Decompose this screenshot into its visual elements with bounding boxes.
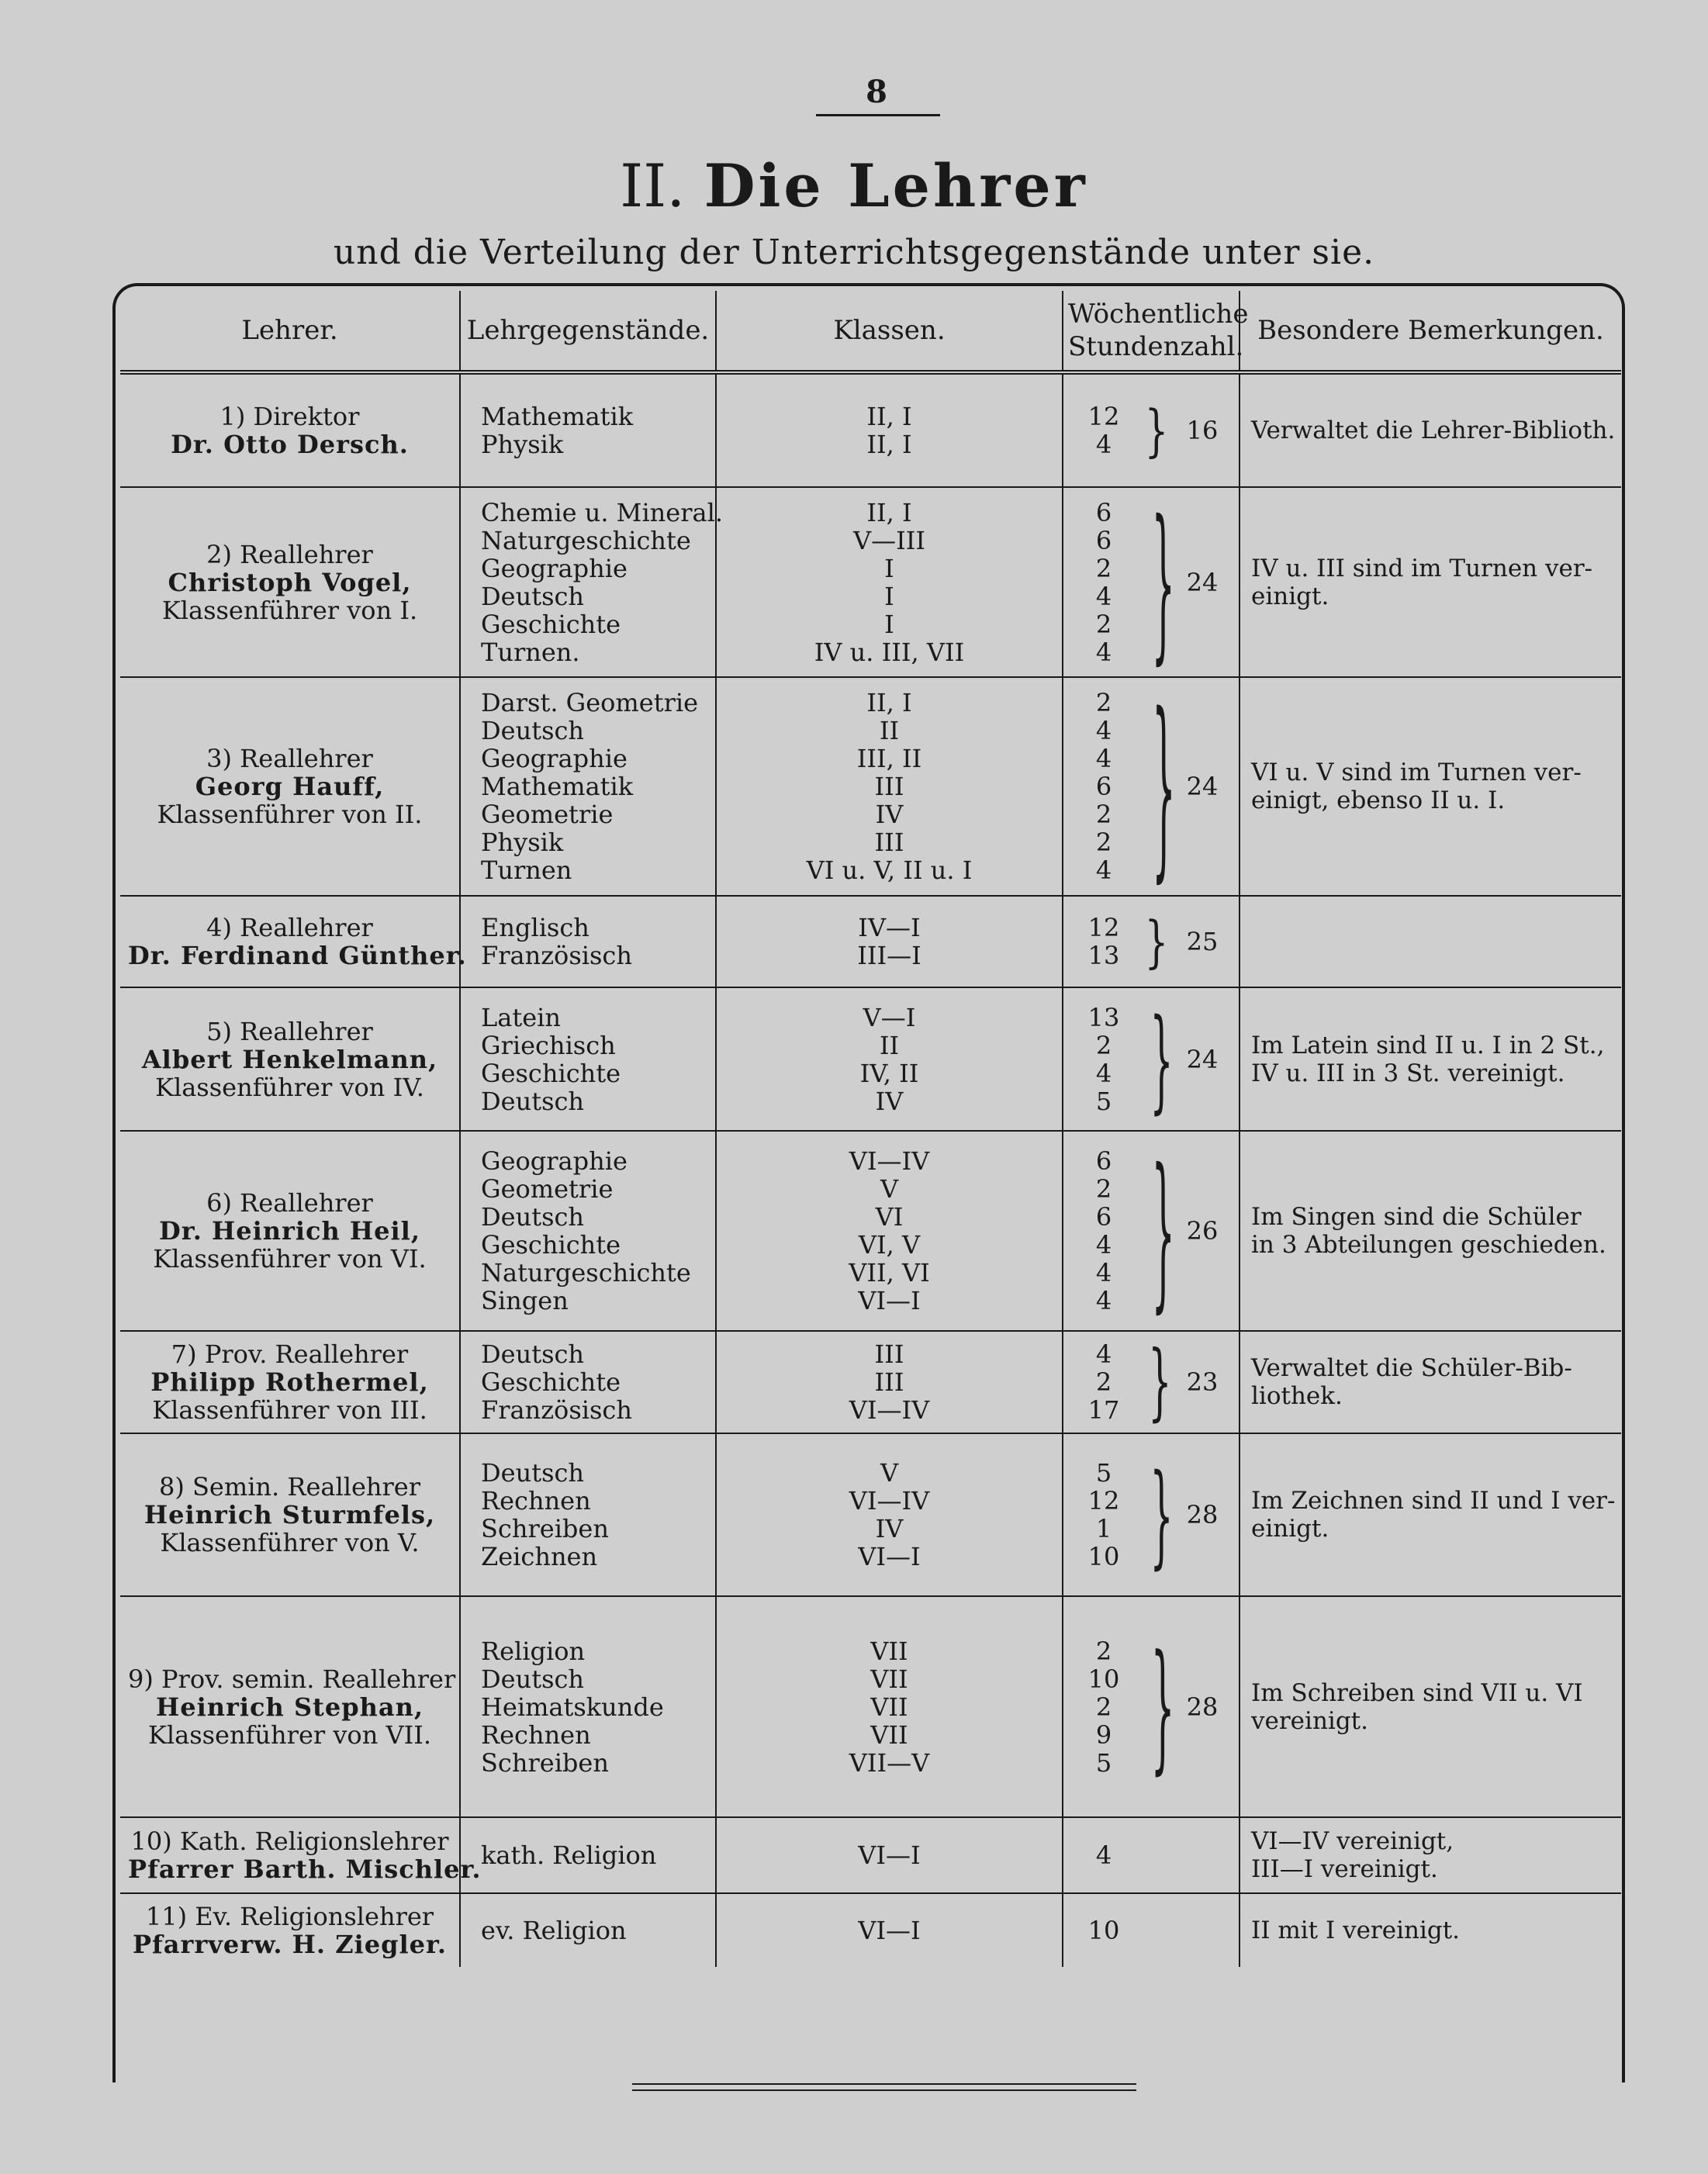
hours-group — [1068, 1333, 1234, 1430]
hours-list — [1068, 1637, 1139, 1777]
class-line: IV — [875, 1086, 904, 1116]
teacher-line: Dr. Ferdinand Günther. — [128, 941, 467, 970]
hours-line: 5 — [1095, 1458, 1112, 1488]
remark-line: Im Latein sind II u. I in 2 St., — [1251, 1031, 1605, 1059]
hours-line: 2 — [1095, 1692, 1112, 1722]
class-line: II, I — [866, 497, 912, 527]
bottom-double-rule — [632, 2083, 1136, 2091]
class-line: I — [884, 609, 894, 639]
class-line: III — [874, 772, 904, 801]
hours-line: 10 — [1087, 1664, 1120, 1694]
teacher-line: Heinrich Stephan, — [156, 1692, 424, 1722]
hours-line: 6 — [1095, 497, 1112, 527]
teacher-line: 6) Reallehrer — [206, 1188, 373, 1218]
hours-total: 28 — [1186, 1692, 1219, 1722]
class-line: VI — [875, 1202, 904, 1232]
subject-line: Geographie — [481, 553, 628, 583]
hours-total: 16 — [1186, 416, 1219, 445]
teacher-line: 2) Reallehrer — [206, 539, 373, 569]
teacher-line: Dr. Otto Dersch. — [171, 430, 409, 459]
section-heading: Die Lehrer — [704, 151, 1088, 220]
hours-list — [1068, 1004, 1139, 1115]
hours-line: 6 — [1095, 1146, 1112, 1176]
header-hours-line2: Stundenzahl. — [1068, 331, 1244, 362]
subjects-cell — [460, 1331, 716, 1433]
hours-line: 13 — [1087, 941, 1120, 970]
hours-cell — [1063, 1817, 1240, 1893]
teacher-line: 8) Semin. Reallehrer — [158, 1472, 421, 1502]
subject-line: Deutsch — [481, 1339, 585, 1369]
hours-line: 4 — [1095, 855, 1112, 885]
hours-group — [1068, 1917, 1234, 1944]
teacher-line: Pfarrverw. H. Ziegler. — [132, 1930, 448, 1959]
brace-icon: } — [1150, 1450, 1174, 1580]
subject-line: Geographie — [481, 744, 628, 773]
remarks-cell — [1240, 1331, 1621, 1433]
subject-line: Französisch — [481, 1395, 632, 1425]
table-header-row — [120, 291, 1621, 372]
hours-line: 10 — [1087, 1542, 1120, 1571]
class-line: II, I — [866, 688, 912, 717]
teacher-cell — [120, 1131, 460, 1331]
remark-line: VI u. V sind im Turnen ver- — [1251, 759, 1582, 786]
hours-list — [1068, 1459, 1139, 1571]
subject-line: Englisch — [481, 913, 590, 942]
subjects-cell — [460, 487, 723, 677]
brace-icon: } — [1151, 1133, 1175, 1328]
class-line: V—I — [863, 1002, 916, 1032]
teacher-line: 11) Ev. Religionslehrer — [145, 1902, 434, 1931]
class-line: III—I — [857, 941, 921, 970]
hours-list — [1068, 1841, 1139, 1869]
teacher-cell — [120, 1331, 460, 1433]
class-line: VII — [870, 1664, 908, 1694]
subject-line: Singen — [481, 1286, 569, 1315]
teacher-line: Heinrich Sturmfels, — [143, 1500, 436, 1529]
hours-cell — [1063, 1331, 1240, 1433]
teacher-line: Philipp Rothermel, — [150, 1367, 429, 1397]
subject-line: Darst. Geometrie — [481, 688, 699, 717]
remarks-cell — [1240, 677, 1621, 896]
header-teacher: Lehrer. — [120, 291, 460, 372]
class-line: II — [879, 1030, 900, 1060]
hours-group — [1068, 994, 1234, 1125]
class-line: VII — [870, 1636, 908, 1666]
teacher-cell — [120, 487, 460, 677]
remark-line: VI—IV vereinigt, — [1251, 1827, 1454, 1855]
hours-group — [1068, 672, 1234, 900]
hours-total: 24 — [1186, 567, 1219, 597]
teacher-line: 10) Kath. Religionslehrer — [130, 1827, 449, 1856]
teacher-line: 9) Prov. semin. Reallehrer — [128, 1664, 456, 1694]
teacher-line: 7) Prov. Reallehrer — [171, 1339, 409, 1369]
hours-group — [1068, 1133, 1234, 1328]
hours-cell — [1063, 484, 1240, 679]
subjects-cell — [460, 987, 716, 1131]
brace-icon: } — [1152, 672, 1176, 900]
class-line: IV — [875, 1514, 904, 1543]
hours-total: 25 — [1186, 927, 1219, 956]
remark-line: einigt. — [1251, 582, 1329, 610]
subject-line: Physik — [481, 430, 564, 459]
class-line: VI—IV — [849, 1486, 930, 1516]
section-subtitle: und die Verteilung der Unterrichtsgegenstände unter sie. — [333, 233, 1375, 272]
classes-cell — [716, 896, 1063, 987]
section-title — [0, 151, 1708, 220]
hours-line: 4 — [1095, 581, 1112, 611]
subject-line: Geometrie — [481, 800, 614, 829]
hours-line: 9 — [1095, 1719, 1112, 1750]
subject-line: Geschichte — [481, 609, 621, 639]
hours-line: 5 — [1095, 1086, 1112, 1116]
hours-cell — [1063, 1893, 1240, 1967]
class-line: IV — [875, 800, 904, 829]
subject-line: Naturgeschichte — [481, 525, 691, 555]
class-line: II, I — [866, 402, 912, 431]
teacher-line: Klassenführer von IV. — [155, 1072, 424, 1102]
table-row — [120, 1596, 1621, 1817]
hours-line: 4 — [1095, 1339, 1112, 1369]
class-line: VI—I — [858, 1840, 921, 1870]
subject-line: Turnen — [481, 855, 572, 885]
class-line: IV u. III, VII — [814, 637, 965, 667]
header-remarks: Besondere Bemerkungen. — [1240, 291, 1621, 372]
teacher-line: Georg Hauff, — [195, 772, 385, 801]
subject-line: Naturgeschichte — [481, 1258, 691, 1287]
table-row — [120, 987, 1621, 1131]
hours-cell — [1063, 672, 1240, 900]
hours-line: 2 — [1095, 1636, 1112, 1666]
subject-line: Religion — [481, 1636, 586, 1666]
hours-line: 4 — [1095, 1230, 1112, 1260]
hours-list — [1068, 403, 1139, 458]
subject-line: Mathematik — [481, 772, 634, 801]
class-line: IV—I — [858, 913, 921, 942]
remarks-cell — [1240, 1893, 1621, 1967]
subject-line: Deutsch — [481, 1458, 585, 1488]
class-line: VII, VI — [849, 1258, 930, 1287]
section-numeral: II. — [620, 151, 686, 220]
table-row — [120, 372, 1621, 487]
teacher-line: Klassenführer von V. — [160, 1528, 420, 1557]
class-line: III — [874, 1339, 904, 1369]
teachers-table — [120, 291, 1621, 1967]
hours-line: 4 — [1095, 1840, 1112, 1870]
hours-list — [1068, 1147, 1139, 1315]
hours-line: 2 — [1095, 800, 1112, 829]
remark-line: Im Schreiben sind VII u. VI — [1251, 1678, 1583, 1707]
teacher-cell — [120, 677, 460, 896]
class-line: II — [879, 716, 900, 745]
subject-line: kath. Religion — [481, 1840, 657, 1870]
teacher-line: Albert Henkelmann, — [141, 1044, 438, 1074]
class-line: VII—V — [849, 1747, 930, 1778]
teacher-cell — [120, 1817, 482, 1893]
subject-line: Zeichnen — [481, 1542, 598, 1571]
hours-cell — [1063, 1596, 1240, 1817]
hours-line: 17 — [1087, 1395, 1120, 1425]
hours-group — [1068, 1625, 1234, 1788]
teacher-cell — [120, 987, 460, 1131]
classes-cell — [716, 1596, 1063, 1817]
hours-cell — [1063, 372, 1240, 487]
class-line: VI—I — [858, 1916, 921, 1945]
subject-line: Geometrie — [481, 1174, 614, 1204]
remark-line: Im Zeichnen sind II und I ver- — [1251, 1487, 1616, 1515]
hours-line: 1 — [1095, 1514, 1112, 1543]
hours-line: 4 — [1095, 716, 1112, 745]
classes-cell — [716, 677, 1063, 896]
brace-icon: } — [1144, 909, 1169, 974]
subject-line: Mathematik — [481, 402, 634, 431]
class-line: VI, V — [858, 1230, 921, 1260]
table-row — [120, 1893, 1621, 1967]
classes-cell — [716, 1131, 1063, 1331]
hours-total: 23 — [1186, 1367, 1219, 1397]
hours-total: 28 — [1186, 1500, 1219, 1529]
brace-icon: } — [1150, 994, 1174, 1125]
page-number-rule — [816, 114, 940, 116]
subject-line: Deutsch — [481, 581, 585, 611]
hours-list — [1068, 1340, 1139, 1424]
subject-line: Rechnen — [481, 1719, 591, 1750]
teacher-line: Klassenführer von II. — [157, 800, 423, 829]
class-line: I — [884, 553, 894, 583]
class-line: VI—IV — [849, 1146, 930, 1176]
hours-list — [1068, 689, 1139, 884]
teacher-line: Christoph Vogel, — [168, 567, 412, 597]
teacher-line: 3) Reallehrer — [206, 744, 373, 773]
subject-line: Schreiben — [481, 1747, 609, 1778]
hours-line: 4 — [1095, 1286, 1112, 1315]
class-line: IV, II — [859, 1058, 919, 1088]
teacher-line: Pfarrer Barth. Mischler. — [128, 1854, 482, 1884]
class-line: VII — [870, 1719, 908, 1750]
class-line: VI—I — [858, 1286, 921, 1315]
header-subjects: Lehrgegenstände. — [460, 291, 716, 372]
hours-line: 12 — [1087, 1486, 1120, 1516]
hours-line: 4 — [1095, 1258, 1112, 1287]
teacher-line: Klassenführer von III. — [152, 1395, 427, 1425]
hours-total: 24 — [1186, 772, 1219, 801]
table-row — [120, 1433, 1621, 1596]
header-hours-line1: Wöchentliche — [1068, 298, 1249, 330]
subject-line: Deutsch — [481, 716, 585, 745]
hours-line: 2 — [1095, 688, 1112, 717]
brace-icon: } — [1151, 484, 1175, 679]
subject-line: Geschichte — [481, 1230, 621, 1260]
header-hours — [1063, 291, 1249, 372]
subjects-cell — [460, 896, 716, 987]
hours-line: 12 — [1087, 402, 1120, 431]
teacher-line: Dr. Heinrich Heil, — [159, 1216, 420, 1246]
hours-group — [1068, 484, 1234, 679]
teacher-cell — [120, 1893, 460, 1967]
hours-line: 2 — [1095, 828, 1112, 857]
remark-line: IV u. III sind im Turnen ver- — [1251, 554, 1593, 582]
hours-line: 6 — [1095, 772, 1112, 801]
subject-line: Deutsch — [481, 1086, 585, 1116]
teacher-line: Klassenführer von VI. — [153, 1244, 427, 1274]
brace-icon: } — [1148, 1333, 1172, 1430]
table-row — [120, 677, 1621, 896]
remarks-cell — [1240, 487, 1621, 677]
table-row — [120, 1331, 1621, 1433]
class-line: I — [884, 581, 894, 611]
page-number: 8 — [866, 74, 887, 110]
hours-cell — [1063, 1433, 1240, 1596]
hours-line: 5 — [1095, 1747, 1112, 1778]
teacher-line: Klassenführer von I. — [161, 595, 418, 625]
table-row — [120, 896, 1621, 987]
class-line: VI u. V, II u. I — [806, 855, 973, 885]
class-line: VII — [870, 1692, 908, 1722]
teacher-cell — [120, 896, 467, 987]
hours-line: 10 — [1087, 1916, 1120, 1945]
teacher-line: Klassenführer von VII. — [147, 1719, 432, 1750]
table-row — [120, 1817, 1621, 1893]
hours-line: 2 — [1095, 1367, 1112, 1397]
teacher-cell — [120, 1433, 460, 1596]
table-row — [120, 1131, 1621, 1331]
hours-line: 4 — [1095, 744, 1112, 773]
class-line: III, II — [856, 744, 922, 773]
hours-total: 24 — [1186, 1044, 1219, 1074]
hours-line: 2 — [1095, 609, 1112, 639]
hours-line: 12 — [1087, 913, 1120, 942]
remark-line: IV u. III in 3 St. vereinigt. — [1251, 1059, 1565, 1087]
teacher-cell — [120, 372, 460, 487]
class-line: III — [874, 1367, 904, 1397]
hours-line: 4 — [1095, 637, 1112, 667]
subject-line: Französisch — [481, 941, 632, 970]
hours-line: 6 — [1095, 1202, 1112, 1232]
subjects-cell — [460, 1433, 716, 1596]
subjects-cell — [460, 1131, 716, 1331]
subject-line: Physik — [481, 828, 564, 857]
hours-line: 4 — [1095, 1058, 1112, 1088]
remarks-cell — [1240, 896, 1621, 987]
class-line: VI—I — [858, 1542, 921, 1571]
subject-line: Rechnen — [481, 1486, 591, 1516]
hours-group — [1068, 398, 1234, 463]
hours-line: 2 — [1095, 553, 1112, 583]
remark-line: in 3 Abteilungen geschieden. — [1251, 1231, 1606, 1259]
remark-line: Verwaltet die Schüler-Bib- — [1251, 1354, 1572, 1382]
subjects-cell — [460, 1893, 716, 1967]
brace-icon: } — [1144, 398, 1169, 463]
classes-cell — [716, 372, 1063, 487]
subject-line: Geschichte — [481, 1058, 621, 1088]
subject-line: Turnen. — [481, 637, 580, 667]
classes-cell — [716, 1893, 1063, 1967]
subject-line: Geschichte — [481, 1367, 621, 1397]
remark-line: Verwaltet die Lehrer-Biblioth. — [1251, 416, 1616, 444]
remarks-cell — [1240, 1596, 1621, 1817]
hours-cell — [1063, 987, 1240, 1131]
teacher-cell — [120, 1596, 460, 1817]
remarks-cell — [1240, 372, 1621, 487]
hours-list — [1068, 914, 1139, 969]
hours-group — [1068, 1450, 1234, 1580]
subject-line: Geographie — [481, 1146, 628, 1176]
remark-line: Im Singen sind die Schüler — [1251, 1203, 1582, 1231]
class-line: VI—IV — [849, 1395, 930, 1425]
hours-total: 26 — [1186, 1216, 1219, 1246]
subject-line: Chemie u. Mineral. — [481, 497, 723, 527]
hours-line: 4 — [1095, 430, 1112, 459]
class-line: V — [880, 1174, 899, 1204]
subject-line: ev. Religion — [481, 1916, 627, 1945]
remark-line: vereinigt. — [1251, 1706, 1368, 1735]
subject-line: Deutsch — [481, 1664, 585, 1694]
table-body — [120, 372, 1621, 1967]
teacher-line: 1) Direktor — [220, 402, 360, 431]
hours-line: 2 — [1095, 1174, 1112, 1204]
table-row — [120, 487, 1621, 677]
subjects-cell — [460, 677, 716, 896]
remark-line: III—I vereinigt. — [1251, 1855, 1438, 1883]
classes-cell — [716, 1331, 1063, 1433]
subject-line: Heimatskunde — [481, 1692, 664, 1722]
class-line: III — [874, 828, 904, 857]
remarks-cell — [1240, 1131, 1621, 1331]
remarks-cell — [1240, 987, 1621, 1131]
hours-cell — [1063, 896, 1240, 987]
hours-list — [1068, 1917, 1139, 1944]
subject-line: Schreiben — [481, 1514, 609, 1543]
hours-line: 2 — [1095, 1030, 1112, 1060]
classes-cell — [716, 487, 1063, 677]
remarks-cell — [1240, 1433, 1621, 1596]
hours-group — [1068, 1841, 1234, 1869]
hours-cell — [1063, 1131, 1240, 1331]
remark-line: einigt, ebenso II u. I. — [1251, 786, 1506, 814]
hours-line: 13 — [1087, 1002, 1120, 1032]
classes-cell — [716, 987, 1063, 1131]
subjects-cell — [460, 1817, 716, 1893]
subject-line: Deutsch — [481, 1202, 585, 1232]
class-line: V — [880, 1458, 899, 1488]
subject-line: Griechisch — [481, 1030, 616, 1060]
classes-cell — [716, 1817, 1063, 1893]
class-line: V—III — [852, 525, 926, 555]
hours-group — [1068, 909, 1234, 974]
remark-line: einigt. — [1251, 1515, 1329, 1543]
brace-icon: } — [1150, 1625, 1175, 1788]
subject-line: Latein — [481, 1002, 561, 1032]
subjects-cell — [460, 372, 716, 487]
classes-cell — [716, 1433, 1063, 1596]
class-line: II, I — [866, 430, 912, 459]
remark-line: II mit I vereinigt. — [1251, 1917, 1461, 1944]
teacher-line: 5) Reallehrer — [206, 1016, 373, 1046]
subjects-cell — [460, 1596, 716, 1817]
remark-line: liothek. — [1251, 1382, 1343, 1410]
remarks-cell — [1240, 1817, 1621, 1893]
hours-list — [1068, 499, 1139, 666]
teacher-line: 4) Reallehrer — [206, 913, 373, 942]
header-classes: Klassen. — [716, 291, 1063, 372]
hours-line: 6 — [1095, 525, 1112, 555]
